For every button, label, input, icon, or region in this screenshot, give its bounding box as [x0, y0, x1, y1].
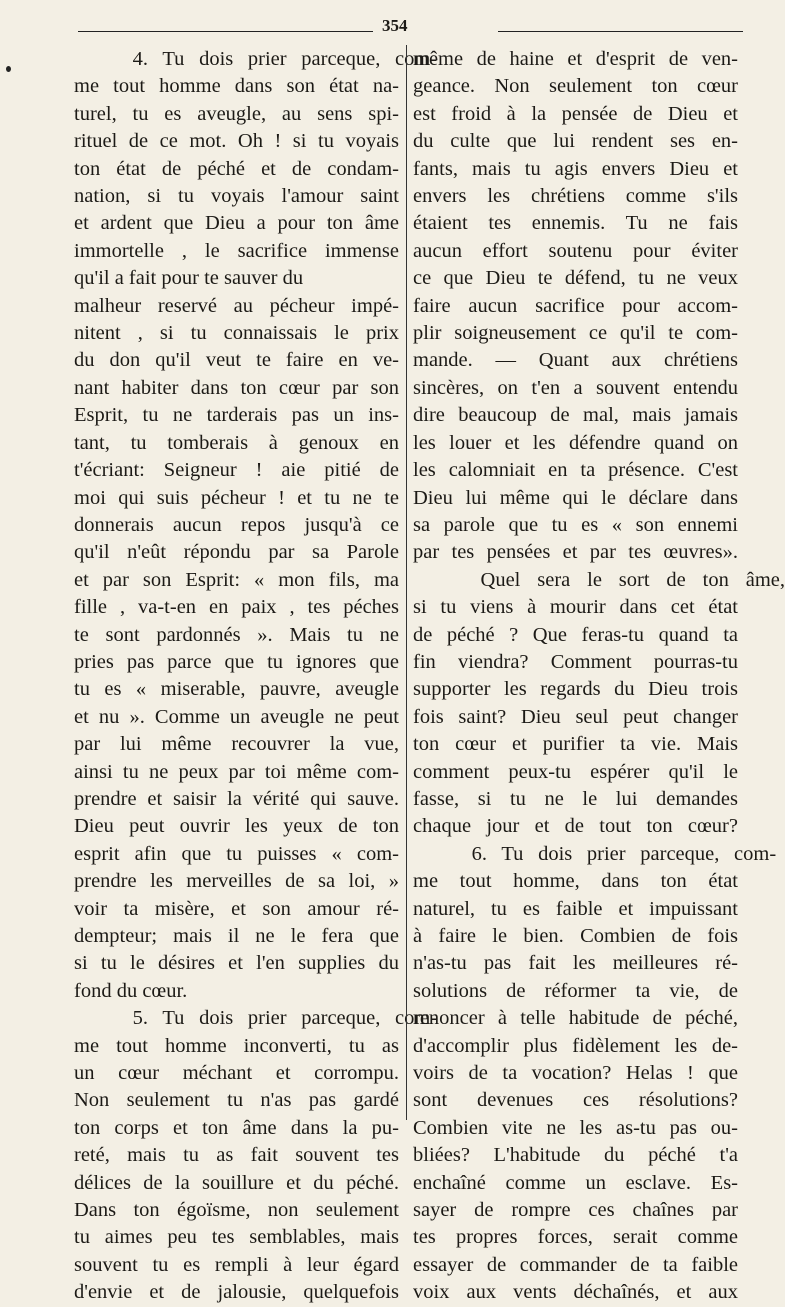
- text-line: sont devenues ces résolutions?: [413, 1089, 738, 1112]
- text-line: tu es « miserable, pauvre, aveugle: [74, 678, 399, 701]
- text-line: immortelle , le sacrifice immense: [74, 239, 399, 262]
- text-line: tu aimes peu tes semblables, mais: [74, 1226, 399, 1249]
- text-line: Dieu peut ouvrir les yeux de ton: [74, 815, 399, 838]
- text-line: rituel de ce mot. Oh ! si tu voyais: [74, 130, 399, 153]
- text-line: dempteur; mais il ne le fera que: [74, 925, 399, 947]
- text-line: du culte que lui rendent ses en-: [413, 130, 738, 153]
- text-line: même de haine et d'esprit de ven-: [413, 48, 738, 70]
- text-line: turel, tu es aveugle, au sens spi-: [74, 102, 399, 125]
- text-line: si tu le désires et l'en supplies du: [74, 952, 399, 975]
- text-line: Non seulement tu n'as pas gardé: [74, 1089, 399, 1112]
- text-line: dire beaucoup de mal, mais jamais: [413, 404, 738, 427]
- text-line: me tout homme, dans ton état: [413, 870, 738, 893]
- text-line: me tout homme dans son état na-: [74, 75, 399, 98]
- text-line: geance. Non seulement ton cœur: [413, 75, 738, 98]
- text-line: voirs de ta vocation? Helas ! que: [413, 1062, 738, 1085]
- text-line: nation, si tu voyais l'amour saint: [74, 185, 399, 208]
- text-line: comment peux-tu espérer qu'il le: [413, 760, 738, 783]
- text-line: est froid à la pensée de Dieu et: [413, 102, 738, 125]
- text-line: un cœur méchant et corrompu.: [74, 1062, 399, 1085]
- text-line: envers les chrétiens comme s'ils: [413, 185, 738, 208]
- text-line: 6. Tu dois prier parceque, com-: [413, 842, 777, 865]
- text-line: ton corps et ton âme dans la pu-: [74, 1116, 399, 1139]
- text-line: plir soigneusement ce qu'il te com-: [413, 322, 738, 345]
- text-line: sincères, on t'en a souvent entendu: [413, 376, 738, 399]
- text-line: sa parole que tu es « son ennemi: [413, 513, 738, 536]
- text-line: me tout homme inconverti, tu as: [74, 1034, 399, 1057]
- text-line: n'as-tu pas fait les meilleures ré-: [413, 952, 738, 975]
- margin-ink-mark: [6, 66, 11, 72]
- text-line: et ardent que Dieu a pour ton âme: [74, 212, 399, 235]
- text-line: nant habiter dans ton cœur par son: [74, 376, 399, 399]
- text-line: tant, tu tomberais à genoux en: [74, 431, 399, 454]
- text-line: si tu viens à mourir dans cet état: [413, 596, 738, 619]
- text-line: par lui même recouvrer la vue,: [74, 733, 399, 756]
- text-line: fois saint? Dieu seul peut changer: [413, 705, 738, 728]
- text-line: souvent tu es rempli à leur égard: [74, 1253, 399, 1276]
- header-rule-left: [78, 31, 373, 32]
- text-line: Quel sera le sort de ton âme,: [413, 568, 785, 591]
- text-line: 5. Tu dois prier parceque, com-: [74, 1007, 438, 1030]
- text-line: fasse, si tu ne le lui demandes: [413, 787, 738, 810]
- text-line: moi qui suis pécheur ! et tu ne te: [74, 486, 399, 509]
- text-line: reté, mais tu as fait souvent tes: [74, 1144, 399, 1167]
- text-line: donnerais aucun repos jusqu'à ce: [74, 513, 399, 536]
- text-line: esprit afin que tu puisses « com-: [74, 842, 399, 865]
- text-line: ce que Dieu te défend, tu ne veux: [413, 267, 738, 290]
- text-line: solutions de réformer ta vie, de: [413, 979, 738, 1002]
- text-line: les calomniait en ta présence. C'est: [413, 459, 738, 482]
- text-line: sayer de rompre ces chaînes par: [413, 1199, 738, 1222]
- text-line: les louer et les défendre quand on: [413, 431, 738, 454]
- text-line: renoncer à telle habitude de péché,: [413, 1007, 738, 1030]
- text-line: qu'il n'eût répondu par sa Parole: [74, 541, 399, 564]
- text-line: ton état de péché et de condam-: [74, 157, 399, 180]
- text-line: voir ta misère, et son amour ré-: [74, 897, 399, 920]
- text-line: fond du cœur.: [74, 979, 188, 1002]
- text-line: nitent , si tu connaissais le prix: [74, 322, 399, 345]
- text-line: naturel, tu es faible et impuissant: [413, 897, 738, 920]
- text-line: d'envie et de jalousie, quelquefois: [74, 1281, 399, 1304]
- text-line: et par son Esprit: « mon fils, ma: [74, 568, 399, 591]
- text-line: de péché ? Que feras-tu quand ta: [413, 623, 738, 646]
- text-line: délices de la souillure et du péché.: [74, 1171, 399, 1194]
- text-line: t'écriant: Seigneur ! aie pitié de: [74, 459, 399, 482]
- text-line: enchaîné comme un esclave. Es-: [413, 1171, 738, 1194]
- text-line: 4. Tu dois prier parceque, com-: [74, 48, 438, 70]
- text-line: Combien vite ne les as-tu pas ou-: [413, 1116, 738, 1139]
- text-line: ton cœur et purifier ta vie. Mais: [413, 733, 738, 756]
- text-line: supporter les regards du Dieu trois: [413, 678, 738, 701]
- text-line: fille , va-t-en en paix , tes péches: [74, 596, 399, 619]
- text-line: fin viendra? Comment pourras-tu: [413, 650, 738, 673]
- text-line: Dieu lui même qui le déclare dans: [413, 486, 738, 509]
- text-line: à faire le bien. Combien de fois: [413, 925, 738, 947]
- right-column: [413, 46, 785, 1307]
- text-line: du don qu'il veut te faire en ve-: [74, 349, 399, 372]
- text-line: par tes pensées et par tes œuvres».: [413, 541, 738, 564]
- text-line: pries pas parce que tu ignores que: [74, 650, 399, 673]
- text-line: ainsi tu ne peux par toi même com-: [74, 760, 399, 783]
- text-line: bliées? L'habitude du péché t'a: [413, 1144, 738, 1167]
- page-header: [78, 14, 743, 40]
- text-line: étaient tes ennemis. Tu ne fais: [413, 212, 738, 235]
- text-line: aucun effort soutenu pour éviter: [413, 239, 738, 262]
- text-line: faire aucun sacrifice pour accom-: [413, 294, 738, 317]
- header-rule-right: [498, 31, 743, 32]
- text-line: Esprit, tu ne tarderais pas un ins-: [74, 404, 399, 427]
- text-line: essayer de commander de ta faible: [413, 1253, 738, 1276]
- column-divider: [406, 45, 407, 1120]
- text-line: voix aux vents déchaînés, et aux: [413, 1281, 738, 1304]
- text-line: Dans ton égoïsme, non seulement: [74, 1199, 399, 1222]
- text-line: prendre les merveilles de sa loi, »: [74, 870, 399, 893]
- text-line: tes propres forces, serait comme: [413, 1226, 738, 1249]
- text-line: d'accomplir plus fidèlement les de-: [413, 1034, 738, 1057]
- text-line: qu'il a fait pour te sauver du: [74, 267, 304, 290]
- left-column: [74, 46, 438, 1307]
- text-line: et nu ». Comme un aveugle ne peut: [74, 705, 399, 728]
- text-line: fants, mais tu agis envers Dieu et: [413, 157, 738, 180]
- text-line: malheur reservé au pécheur impé-: [74, 294, 399, 317]
- text-line: mande. — Quant aux chrétiens: [413, 349, 738, 372]
- text-line: prendre et saisir la vérité qui sauve.: [74, 787, 399, 810]
- page-number: 354: [382, 16, 408, 35]
- text-line: chaque jour et de tout ton cœur?: [413, 815, 738, 838]
- text-line: te sont pardonnés ». Mais tu ne: [74, 623, 399, 646]
